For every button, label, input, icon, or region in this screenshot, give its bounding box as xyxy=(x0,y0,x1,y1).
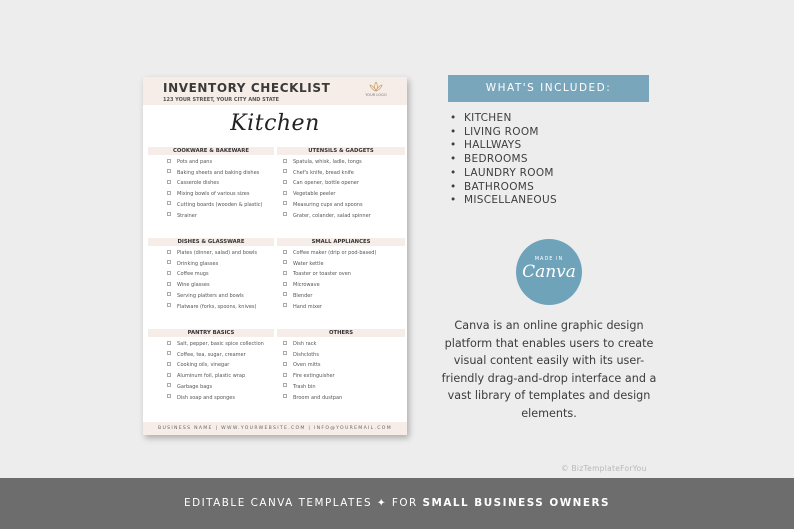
checkbox-icon xyxy=(283,180,287,184)
checkbox-icon xyxy=(167,341,171,345)
checkbox-icon xyxy=(283,159,287,163)
checkbox-icon xyxy=(167,191,171,195)
checkbox-icon xyxy=(167,394,171,398)
lotus-icon xyxy=(369,81,383,92)
checklist-item-label: Blender xyxy=(293,292,313,299)
checklist-item xyxy=(167,395,235,402)
bottom-banner xyxy=(0,478,794,529)
section-header: PANTRY BASICS xyxy=(148,329,274,337)
checklist-item-label: Drinking glasses xyxy=(177,260,219,267)
checkbox-icon xyxy=(167,169,171,173)
whats-included-header: WHAT'S INCLUDED: xyxy=(448,75,649,102)
checklist-item xyxy=(167,373,245,380)
checklist-item xyxy=(283,213,371,220)
checklist-item xyxy=(167,159,212,166)
checklist-item xyxy=(283,395,342,402)
checklist-item-label: Spatula, whisk, ladle, tongs xyxy=(293,159,362,165)
checklist-item xyxy=(167,352,246,359)
included-item: • MISCELLANEOUS xyxy=(450,194,557,208)
checklist-item xyxy=(283,271,351,278)
checkbox-icon xyxy=(167,250,171,254)
document-footer: BUSINESS NAME | WWW.YOURWEBSITE.COM | INFO@YOUREMAIL.COM xyxy=(143,422,407,435)
section-header: COOKWARE & BAKEWARE xyxy=(148,147,274,155)
checkbox-icon xyxy=(167,159,171,163)
checklist-item-label: Hand mixer xyxy=(293,303,322,310)
checklist-item xyxy=(167,282,210,289)
checkbox-icon xyxy=(167,212,171,216)
checkbox-icon xyxy=(283,169,287,173)
checklist-item-label: Serving platters and bowls xyxy=(177,292,244,299)
checklist-item-label: Mixing bowls of various sizes xyxy=(177,191,250,198)
section-header: UTENSILS & GADGETS xyxy=(277,147,405,155)
checkbox-icon xyxy=(167,201,171,205)
included-item: • LAUNDRY ROOM xyxy=(450,167,557,181)
checklist-item xyxy=(283,352,319,359)
checkbox-icon xyxy=(283,362,287,366)
checkbox-icon xyxy=(283,394,287,398)
checklist-item xyxy=(167,384,212,391)
checklist-item-label: Pots and pans xyxy=(177,159,213,165)
checklist-item xyxy=(167,271,209,278)
checklist-item-label: Oven mitts xyxy=(293,362,321,369)
checklist-item xyxy=(283,384,316,391)
checklist-item-label: Garbage bags xyxy=(177,383,213,390)
checklist-item xyxy=(167,341,264,348)
checklist-item xyxy=(283,202,363,209)
checkbox-icon xyxy=(283,191,287,195)
checklist-item xyxy=(283,250,376,257)
included-item: • BEDROOMS xyxy=(450,153,557,167)
canva-description: Canva is an online graphic design platform that enables users to create visual content easily with its user-friendly drag-and-drop interface and a vast library of templates and design elements. xyxy=(441,319,657,420)
checklist-item-label: Trash bin xyxy=(293,383,316,390)
checklist-item xyxy=(283,282,320,289)
checkbox-icon xyxy=(283,383,287,387)
checklist-document xyxy=(143,77,407,435)
checklist-item xyxy=(167,304,256,311)
checklist-item xyxy=(167,191,250,198)
checklist-item xyxy=(283,180,359,187)
checklist-item-label: Salt, pepper, basic spice collection xyxy=(177,341,264,347)
checklist-item-label: Dishcloths xyxy=(293,351,319,358)
checklist-item xyxy=(167,362,229,369)
checkbox-icon xyxy=(283,271,287,275)
checkbox-icon xyxy=(167,292,171,296)
checklist-item xyxy=(167,202,262,209)
banner-bold-text: SMALL BUSINESS OWNERS xyxy=(422,497,610,509)
checklist-item-label: Grater, colander, salad spinner xyxy=(293,212,371,219)
checklist-item-label: Fire extinguisher xyxy=(293,373,335,380)
checkbox-icon xyxy=(167,351,171,355)
checkbox-icon xyxy=(283,292,287,296)
checkbox-icon xyxy=(283,373,287,377)
checklist-item-label: Cutting boards (wooden & plastic) xyxy=(177,201,263,208)
checklist-item xyxy=(167,170,259,177)
checkbox-icon xyxy=(283,260,287,264)
section-header: OTHERS xyxy=(277,329,405,337)
document-title: INVENTORY CHECKLIST xyxy=(163,81,331,95)
section-header: DISHES & GLASSWARE xyxy=(148,238,274,246)
checkbox-icon xyxy=(167,260,171,264)
checklist-item xyxy=(283,170,354,177)
included-list xyxy=(450,112,557,208)
checklist-item-label: Can opener, bottle opener xyxy=(293,180,359,187)
checklist-item xyxy=(283,159,362,166)
checkbox-icon xyxy=(167,362,171,366)
canva-badge xyxy=(516,239,582,305)
checklist-item xyxy=(167,250,257,257)
checklist-item-label: Vegetable peeler xyxy=(293,191,336,198)
checkbox-icon xyxy=(283,341,287,345)
checklist-item-label: Wine glasses xyxy=(177,282,210,289)
checkbox-icon xyxy=(167,373,171,377)
checklist-item-label: Casserole dishes xyxy=(177,180,219,187)
checklist-item-label: Water kettle xyxy=(293,260,324,267)
banner-text: EDITABLE CANVA TEMPLATES ✦ FOR xyxy=(184,497,423,509)
document-address: 123 YOUR STREET, YOUR CITY AND STATE xyxy=(163,97,280,103)
checklist-item-label: Microwave xyxy=(293,282,320,289)
checkbox-icon xyxy=(167,180,171,184)
checkbox-icon xyxy=(283,250,287,254)
checklist-item xyxy=(283,341,316,348)
logo xyxy=(365,81,387,105)
checkbox-icon xyxy=(283,303,287,307)
included-item: • LIVING ROOM xyxy=(450,126,557,140)
canva-logo-text: Canva xyxy=(522,262,576,282)
included-item: • KITCHEN xyxy=(450,112,557,126)
checklist-item-label: Baking sheets and baking dishes xyxy=(177,169,260,176)
checklist-item-label: Broom and dustpan xyxy=(293,394,343,401)
checklist-item-label: Dish rack xyxy=(293,341,317,347)
included-item: • HALLWAYS xyxy=(450,139,557,153)
document-header xyxy=(143,77,407,105)
canva-badge-small-text: MADE IN xyxy=(534,256,564,262)
checklist-item xyxy=(167,180,219,187)
checklist-item xyxy=(167,213,197,220)
checkbox-icon xyxy=(167,383,171,387)
checklist-item-label: Chef's knife, bread knife xyxy=(293,169,354,176)
included-item: • BATHROOMS xyxy=(450,181,557,195)
checklist-item-label: Coffee, tea, sugar, creamer xyxy=(177,351,246,358)
checklist-item-label: Coffee mugs xyxy=(177,271,209,278)
checklist-item-label: Strainer xyxy=(177,212,197,219)
checklist-item xyxy=(283,293,312,300)
checklist-item xyxy=(283,191,335,198)
checklist-item xyxy=(283,373,335,380)
checklist-item-label: Plates (dinner, salad) and bowls xyxy=(177,250,258,256)
checkbox-icon xyxy=(283,201,287,205)
checkbox-icon xyxy=(167,282,171,286)
checkbox-icon xyxy=(283,351,287,355)
checklist-item-label: Measuring cups and spoons xyxy=(293,201,363,208)
checkbox-icon xyxy=(283,212,287,216)
checklist-item xyxy=(283,261,324,268)
checklist-item-label: Flatware (forks, spoons, knives) xyxy=(177,303,257,310)
checkbox-icon xyxy=(167,271,171,275)
checklist-item-label: Coffee maker (drip or pod-based) xyxy=(293,250,377,256)
checklist-item-label: Cooking oils, vinegar xyxy=(177,362,230,369)
checklist-item xyxy=(167,293,244,300)
checklist-item-label: Dish soap and sponges xyxy=(177,394,235,401)
checklist-item xyxy=(283,362,321,369)
copyright-text: © BizTemplateForYou xyxy=(561,464,647,473)
checklist-item-label: Toaster or toaster oven xyxy=(293,271,351,278)
checklist-item-label: Aluminum foil, plastic wrap xyxy=(177,373,246,380)
checklist-item xyxy=(283,304,322,311)
section-header: SMALL APPLIANCES xyxy=(277,238,405,246)
checklist-item xyxy=(167,261,218,268)
room-title: Kitchen xyxy=(230,111,320,136)
checkbox-icon xyxy=(283,282,287,286)
checkbox-icon xyxy=(167,303,171,307)
logo-text: YOUR LOGO xyxy=(365,93,387,97)
